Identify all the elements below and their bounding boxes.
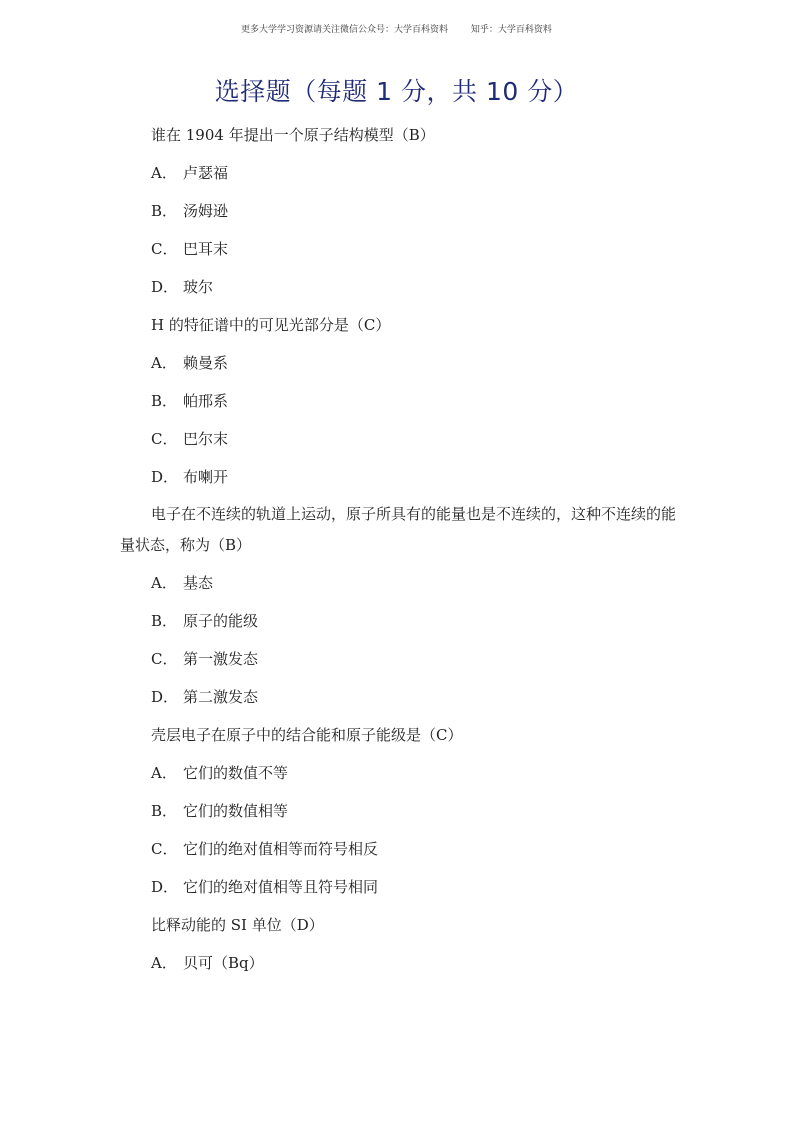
option-a [120, 954, 680, 972]
option-c [120, 430, 680, 448]
question-text: H 的特征谱中的可见光部分是（C） [151, 316, 391, 334]
option-text: 玻尔 [183, 278, 214, 296]
question-text: 电子在不连续的轨道上运动，原子所具有的能量也是不连续的，这种不连续的能量状态，称为（B） [120, 505, 677, 554]
option-c [120, 240, 680, 258]
option-letter: B． [151, 202, 178, 220]
option-text: 巴耳末 [183, 240, 229, 258]
option-letter: C． [151, 840, 178, 858]
question-3 [120, 499, 680, 706]
option-a [120, 764, 680, 782]
option-letter: D． [151, 878, 179, 896]
question-text: 谁在 1904 年提出一个原子结构模型（B） [151, 126, 435, 144]
option-letter: D． [151, 468, 179, 486]
option-d [120, 878, 680, 896]
option-letter: A． [151, 574, 177, 592]
option-a [120, 354, 680, 372]
option-a [120, 574, 680, 592]
option-letter: A． [151, 164, 177, 182]
option-text: 它们的数值不等 [183, 764, 289, 782]
option-d [120, 688, 680, 706]
option-letter: D． [151, 688, 179, 706]
option-letter: C． [151, 430, 178, 448]
option-d [120, 278, 680, 296]
option-letter: D． [151, 278, 179, 296]
option-text: 第一激发态 [183, 650, 259, 668]
option-text: 帕邢系 [183, 392, 229, 410]
option-text: 它们的绝对值相等而符号相反 [183, 840, 379, 858]
question-list [120, 126, 680, 992]
option-b [120, 202, 680, 220]
option-a [120, 164, 680, 182]
option-letter: B． [151, 392, 178, 410]
option-b [120, 392, 680, 410]
page-header: 更多大学学习资源请关注微信公众号：大学百科资料 知乎：大学百科资料 [241, 25, 552, 35]
option-text: 赖曼系 [183, 354, 229, 372]
question-5 [120, 916, 680, 972]
option-c [120, 650, 680, 668]
option-d [120, 468, 680, 486]
option-letter: C． [151, 240, 178, 258]
question-text: 比释动能的 SI 单位（D） [151, 916, 324, 934]
option-b [120, 612, 680, 630]
question-1 [120, 126, 680, 296]
option-b [120, 802, 680, 820]
option-letter: A． [151, 764, 177, 782]
option-c [120, 840, 680, 858]
option-letter: C． [151, 650, 178, 668]
question-2 [120, 316, 680, 486]
option-text: 第二激发态 [183, 688, 259, 706]
option-text: 它们的绝对值相等且符号相同 [183, 878, 379, 896]
question-4 [120, 726, 680, 896]
option-text: 巴尔末 [183, 430, 229, 448]
option-text: 基态 [183, 574, 214, 592]
question-text: 壳层电子在原子中的结合能和原子能级是（C） [151, 726, 463, 744]
option-letter: B． [151, 612, 178, 630]
option-text: 汤姆逊 [183, 202, 229, 220]
option-text: 它们的数值相等 [183, 802, 289, 820]
option-letter: A． [151, 954, 177, 972]
option-text: 布喇开 [183, 468, 229, 486]
option-text: 贝可（Bq） [183, 954, 264, 972]
option-text: 原子的能级 [183, 612, 259, 630]
option-text: 卢瑟福 [183, 164, 229, 182]
option-letter: B． [151, 802, 178, 820]
option-letter: A． [151, 354, 177, 372]
page-title: 选择题（每题 1 分，共 10 分） [214, 77, 579, 106]
